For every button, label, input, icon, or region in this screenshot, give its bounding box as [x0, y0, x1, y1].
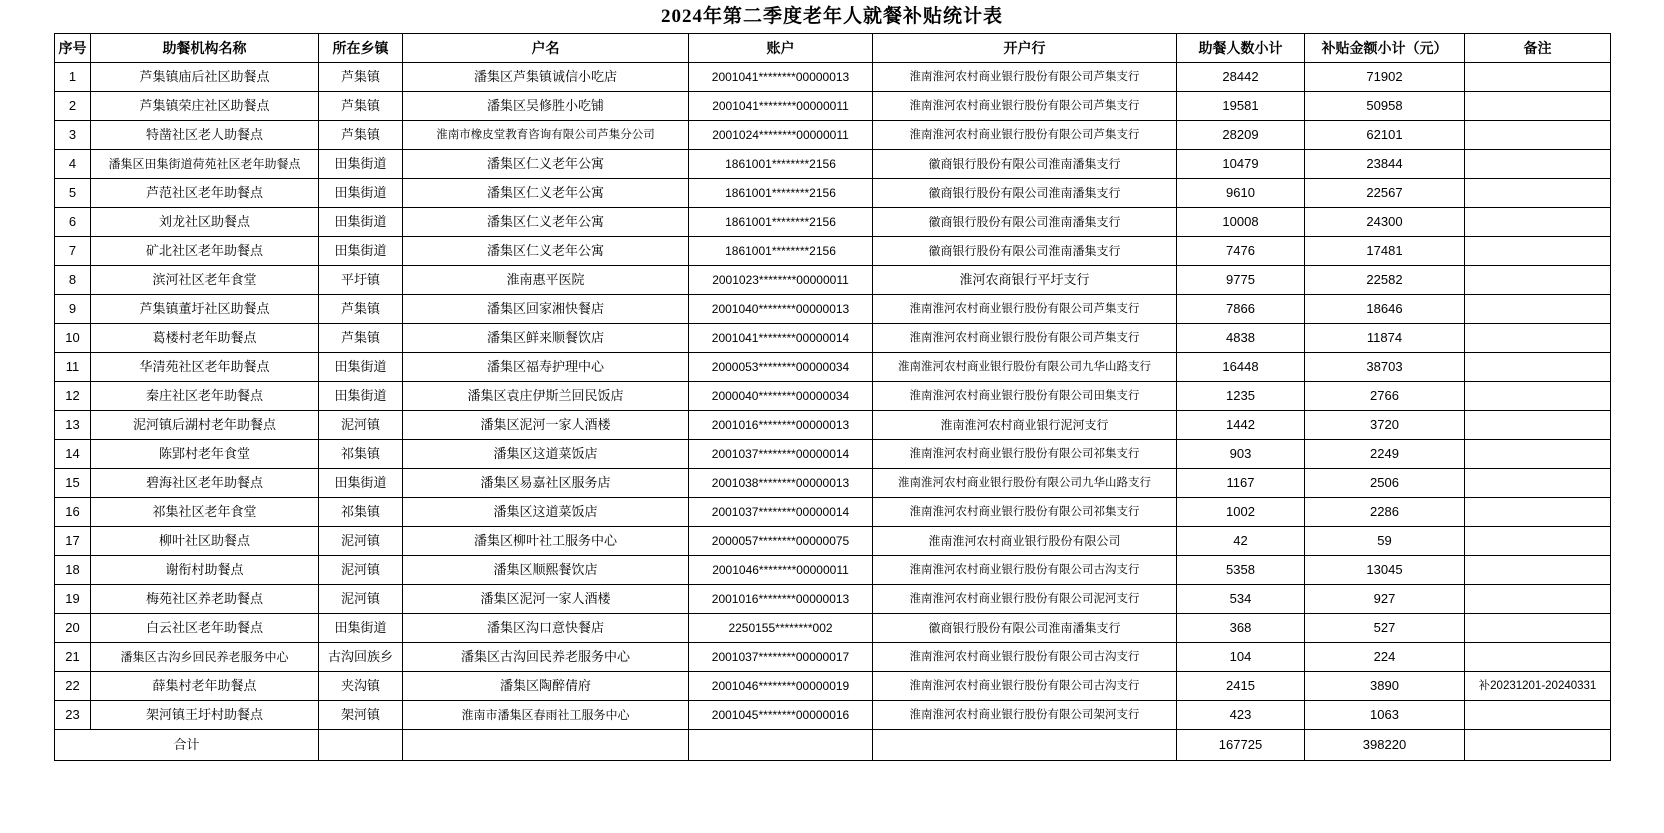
- cell-remarks: [1465, 642, 1611, 671]
- cell-subsidy-amount: 1063: [1305, 700, 1465, 729]
- cell-account-number: 2250155********002: [689, 613, 873, 642]
- column-header-account-name: 户名: [403, 33, 689, 62]
- table-row: [55, 468, 1611, 497]
- cell-bank: 淮南淮河农村商业银行股份有限公司古沟支行: [873, 555, 1177, 584]
- column-header-people-count: 助餐人数小计: [1177, 33, 1305, 62]
- cell-subsidy-amount: 224: [1305, 642, 1465, 671]
- cell-township: 田集街道: [319, 236, 403, 265]
- column-header-org-name: 助餐机构名称: [91, 33, 319, 62]
- cell-subsidy-amount: 2506: [1305, 468, 1465, 497]
- cell-account-number: 2001016********00000013: [689, 410, 873, 439]
- cell-remarks: [1465, 207, 1611, 236]
- cell-index: 18: [55, 555, 91, 584]
- cell-index: 22: [55, 671, 91, 700]
- cell-account-name: 潘集区顺熙餐饮店: [403, 555, 689, 584]
- cell-subsidy-amount: 17481: [1305, 236, 1465, 265]
- cell-index: 8: [55, 265, 91, 294]
- cell-index: 11: [55, 352, 91, 381]
- cell-account-name: 潘集区福寿护理中心: [403, 352, 689, 381]
- cell-index: 21: [55, 642, 91, 671]
- cell-org-name: 滨河社区老年食堂: [91, 265, 319, 294]
- cell-total-township: [319, 729, 403, 760]
- cell-township: 芦集镇: [319, 62, 403, 91]
- cell-township: 祁集镇: [319, 497, 403, 526]
- cell-township: 芦集镇: [319, 91, 403, 120]
- cell-subsidy-amount: 13045: [1305, 555, 1465, 584]
- cell-bank: 淮南淮河农村商业银行泥河支行: [873, 410, 1177, 439]
- cell-index: 17: [55, 526, 91, 555]
- cell-account-number: 1861001********2156: [689, 207, 873, 236]
- table-row: [55, 352, 1611, 381]
- cell-account-name: 潘集区泥河一家人酒楼: [403, 410, 689, 439]
- cell-account-number: 2001038********00000013: [689, 468, 873, 497]
- cell-org-name: 梅苑社区养老助餐点: [91, 584, 319, 613]
- cell-remarks: [1465, 294, 1611, 323]
- cell-bank: 徽商银行股份有限公司淮南潘集支行: [873, 236, 1177, 265]
- cell-bank: 淮南淮河农村商业银行股份有限公司古沟支行: [873, 671, 1177, 700]
- cell-index: 3: [55, 120, 91, 149]
- cell-index: 4: [55, 149, 91, 178]
- cell-people-count: 104: [1177, 642, 1305, 671]
- table-row: [55, 62, 1611, 91]
- cell-remarks: [1465, 439, 1611, 468]
- cell-account-number: 2001041********00000014: [689, 323, 873, 352]
- cell-township: 田集街道: [319, 149, 403, 178]
- cell-subsidy-amount: 50958: [1305, 91, 1465, 120]
- cell-total-bank: [873, 729, 1177, 760]
- cell-people-count: 4838: [1177, 323, 1305, 352]
- cell-account-number: 2000040********00000034: [689, 381, 873, 410]
- cell-people-count: 7866: [1177, 294, 1305, 323]
- table-row: [55, 178, 1611, 207]
- cell-township: 芦集镇: [319, 120, 403, 149]
- cell-account-name: 潘集区吴修胜小吃铺: [403, 91, 689, 120]
- cell-township: 田集街道: [319, 352, 403, 381]
- cell-account-number: 2001023********00000011: [689, 265, 873, 294]
- cell-account-name: 潘集区仁义老年公寓: [403, 149, 689, 178]
- cell-subsidy-amount: 22582: [1305, 265, 1465, 294]
- cell-account-name: 潘集区鲜来顺餐饮店: [403, 323, 689, 352]
- cell-bank: 淮河农商银行平圩支行: [873, 265, 1177, 294]
- cell-bank: 徽商银行股份有限公司淮南潘集支行: [873, 149, 1177, 178]
- cell-bank: 徽商银行股份有限公司淮南潘集支行: [873, 207, 1177, 236]
- cell-subsidy-amount: 3720: [1305, 410, 1465, 439]
- cell-bank: 淮南淮河农村商业银行股份有限公司古沟支行: [873, 642, 1177, 671]
- cell-account-number: 2001037********00000014: [689, 439, 873, 468]
- column-header-index: 序号: [55, 33, 91, 62]
- cell-total-remarks: [1465, 729, 1611, 760]
- cell-people-count: 10008: [1177, 207, 1305, 236]
- cell-remarks: [1465, 381, 1611, 410]
- cell-bank: 淮南淮河农村商业银行股份有限公司祁集支行: [873, 439, 1177, 468]
- table-header: [55, 33, 1611, 62]
- cell-remarks: [1465, 555, 1611, 584]
- cell-township: 田集街道: [319, 468, 403, 497]
- cell-index: 23: [55, 700, 91, 729]
- cell-org-name: 潘集区古沟乡回民养老服务中心: [91, 642, 319, 671]
- cell-account-name: 潘集区陶醉倩府: [403, 671, 689, 700]
- cell-account-name: 潘集区仁义老年公寓: [403, 236, 689, 265]
- cell-people-count: 1442: [1177, 410, 1305, 439]
- cell-subsidy-amount: 59: [1305, 526, 1465, 555]
- cell-people-count: 903: [1177, 439, 1305, 468]
- cell-bank: 淮南淮河农村商业银行股份有限公司田集支行: [873, 381, 1177, 410]
- cell-org-name: 柳叶社区助餐点: [91, 526, 319, 555]
- cell-index: 14: [55, 439, 91, 468]
- cell-account-number: 1861001********2156: [689, 236, 873, 265]
- cell-index: 6: [55, 207, 91, 236]
- table-row: [55, 439, 1611, 468]
- table-row: [55, 410, 1611, 439]
- cell-index: 19: [55, 584, 91, 613]
- cell-account-name: 潘集区芦集镇诚信小吃店: [403, 62, 689, 91]
- cell-people-count: 5358: [1177, 555, 1305, 584]
- cell-org-name: 特凿社区老人助餐点: [91, 120, 319, 149]
- cell-remarks: [1465, 584, 1611, 613]
- cell-remarks: [1465, 352, 1611, 381]
- cell-index: 13: [55, 410, 91, 439]
- cell-subsidy-amount: 3890: [1305, 671, 1465, 700]
- cell-township: 古沟回族乡: [319, 642, 403, 671]
- cell-township: 架河镇: [319, 700, 403, 729]
- cell-remarks: [1465, 410, 1611, 439]
- cell-account-name: 淮南惠平医院: [403, 265, 689, 294]
- cell-people-count: 1235: [1177, 381, 1305, 410]
- cell-subsidy-amount: 11874: [1305, 323, 1465, 352]
- table-row: [55, 526, 1611, 555]
- cell-account-name: 潘集区这道菜饭店: [403, 497, 689, 526]
- column-header-subsidy-amount: 补贴金额小计（元）: [1305, 33, 1465, 62]
- cell-org-name: 秦庄社区老年助餐点: [91, 381, 319, 410]
- subsidy-statistics-table: [54, 33, 1611, 761]
- cell-bank: 淮南淮河农村商业银行股份有限公司芦集支行: [873, 323, 1177, 352]
- column-header-bank: 开户行: [873, 33, 1177, 62]
- cell-org-name: 谢衔村助餐点: [91, 555, 319, 584]
- cell-bank: 徽商银行股份有限公司淮南潘集支行: [873, 613, 1177, 642]
- table-row: [55, 497, 1611, 526]
- cell-account-number: 2001041********00000011: [689, 91, 873, 120]
- cell-people-count: 28209: [1177, 120, 1305, 149]
- table-row: [55, 149, 1611, 178]
- cell-remarks: [1465, 265, 1611, 294]
- cell-township: 芦集镇: [319, 294, 403, 323]
- page-title: 2024年第二季度老年人就餐补贴统计表: [660, 6, 1003, 27]
- cell-account-number: 1861001********2156: [689, 178, 873, 207]
- cell-org-name: 祁集社区老年食堂: [91, 497, 319, 526]
- cell-bank: 淮南淮河农村商业银行股份有限公司九华山路支行: [873, 352, 1177, 381]
- cell-account-name: 潘集区易嘉社区服务店: [403, 468, 689, 497]
- cell-remarks: [1465, 323, 1611, 352]
- cell-account-number: 2001037********00000017: [689, 642, 873, 671]
- cell-org-name: 潘集区田集街道荷苑社区老年助餐点: [91, 149, 319, 178]
- cell-people-count: 42: [1177, 526, 1305, 555]
- cell-remarks: 补20231201-20240331: [1465, 671, 1611, 700]
- cell-account-name: 潘集区袁庄伊斯兰回民饭店: [403, 381, 689, 410]
- cell-township: 芦集镇: [319, 323, 403, 352]
- cell-account-name: 潘集区这道菜饭店: [403, 439, 689, 468]
- cell-org-name: 白云社区老年助餐点: [91, 613, 319, 642]
- cell-index: 5: [55, 178, 91, 207]
- cell-account-number: 1861001********2156: [689, 149, 873, 178]
- cell-index: 20: [55, 613, 91, 642]
- cell-subsidy-amount: 71902: [1305, 62, 1465, 91]
- cell-account-name: 潘集区古沟回民养老服务中心: [403, 642, 689, 671]
- cell-bank: 淮南淮河农村商业银行股份有限公司架河支行: [873, 700, 1177, 729]
- cell-org-name: 泥河镇后湖村老年助餐点: [91, 410, 319, 439]
- cell-total-people-count: 167725: [1177, 729, 1305, 760]
- document-page: [54, 0, 1610, 761]
- cell-bank: 淮南淮河农村商业银行股份有限公司芦集支行: [873, 294, 1177, 323]
- cell-township: 泥河镇: [319, 410, 403, 439]
- cell-account-number: 2001046********00000019: [689, 671, 873, 700]
- cell-account-number: 2001040********00000013: [689, 294, 873, 323]
- cell-subsidy-amount: 527: [1305, 613, 1465, 642]
- cell-subsidy-amount: 38703: [1305, 352, 1465, 381]
- cell-township: 田集街道: [319, 381, 403, 410]
- cell-people-count: 9610: [1177, 178, 1305, 207]
- cell-township: 泥河镇: [319, 526, 403, 555]
- cell-bank: 淮南淮河农村商业银行股份有限公司泥河支行: [873, 584, 1177, 613]
- cell-remarks: [1465, 62, 1611, 91]
- cell-org-name: 芦集镇董圩社区助餐点: [91, 294, 319, 323]
- cell-org-name: 芦范社区老年助餐点: [91, 178, 319, 207]
- cell-account-name: 潘集区柳叶社工服务中心: [403, 526, 689, 555]
- cell-account-number: 2001041********00000013: [689, 62, 873, 91]
- cell-subsidy-amount: 62101: [1305, 120, 1465, 149]
- cell-people-count: 10479: [1177, 149, 1305, 178]
- cell-account-name: 淮南市潘集区春雨社工服务中心: [403, 700, 689, 729]
- column-header-township: 所在乡镇: [319, 33, 403, 62]
- cell-people-count: 16448: [1177, 352, 1305, 381]
- cell-bank: 徽商银行股份有限公司淮南潘集支行: [873, 178, 1177, 207]
- table-total-row: [55, 729, 1611, 760]
- cell-index: 9: [55, 294, 91, 323]
- cell-subsidy-amount: 2766: [1305, 381, 1465, 410]
- cell-total-subsidy-amount: 398220: [1305, 729, 1465, 760]
- cell-people-count: 1002: [1177, 497, 1305, 526]
- cell-org-name: 葛楼村老年助餐点: [91, 323, 319, 352]
- cell-bank: 淮南淮河农村商业银行股份有限公司芦集支行: [873, 120, 1177, 149]
- cell-subsidy-amount: 24300: [1305, 207, 1465, 236]
- cell-remarks: [1465, 468, 1611, 497]
- cell-township: 泥河镇: [319, 584, 403, 613]
- cell-township: 田集街道: [319, 178, 403, 207]
- cell-subsidy-amount: 927: [1305, 584, 1465, 613]
- cell-account-name: 潘集区仁义老年公寓: [403, 178, 689, 207]
- cell-org-name: 碧海社区老年助餐点: [91, 468, 319, 497]
- header-row: [55, 33, 1611, 62]
- table-row: [55, 207, 1611, 236]
- cell-total-account-number: [689, 729, 873, 760]
- cell-org-name: 陈郢村老年食堂: [91, 439, 319, 468]
- cell-org-name: 矿北社区老年助餐点: [91, 236, 319, 265]
- cell-bank: 淮南淮河农村商业银行股份有限公司芦集支行: [873, 62, 1177, 91]
- table-row: [55, 120, 1611, 149]
- cell-people-count: 9775: [1177, 265, 1305, 294]
- cell-account-name: 潘集区仁义老年公寓: [403, 207, 689, 236]
- cell-people-count: 534: [1177, 584, 1305, 613]
- cell-people-count: 19581: [1177, 91, 1305, 120]
- column-header-account-number: 账户: [689, 33, 873, 62]
- cell-account-number: 2000057********00000075: [689, 526, 873, 555]
- table-row: [55, 323, 1611, 352]
- cell-bank: 淮南淮河农村商业银行股份有限公司芦集支行: [873, 91, 1177, 120]
- table-row: [55, 613, 1611, 642]
- table-row: [55, 265, 1611, 294]
- table-row: [55, 642, 1611, 671]
- cell-org-name: 刘龙社区助餐点: [91, 207, 319, 236]
- cell-remarks: [1465, 91, 1611, 120]
- cell-subsidy-amount: 22567: [1305, 178, 1465, 207]
- table-row: [55, 236, 1611, 265]
- cell-bank: 淮南淮河农村商业银行股份有限公司祁集支行: [873, 497, 1177, 526]
- cell-account-name: 潘集区回家湘快餐店: [403, 294, 689, 323]
- cell-subsidy-amount: 23844: [1305, 149, 1465, 178]
- cell-bank: 淮南淮河农村商业银行股份有限公司九华山路支行: [873, 468, 1177, 497]
- cell-account-number: 2001037********00000014: [689, 497, 873, 526]
- cell-people-count: 423: [1177, 700, 1305, 729]
- cell-remarks: [1465, 700, 1611, 729]
- cell-remarks: [1465, 120, 1611, 149]
- cell-people-count: 1167: [1177, 468, 1305, 497]
- cell-township: 田集街道: [319, 207, 403, 236]
- cell-township: 祁集镇: [319, 439, 403, 468]
- cell-org-name: 芦集镇荣庄社区助餐点: [91, 91, 319, 120]
- cell-township: 夹沟镇: [319, 671, 403, 700]
- table-row: [55, 555, 1611, 584]
- cell-remarks: [1465, 613, 1611, 642]
- cell-org-name: 薛集村老年助餐点: [91, 671, 319, 700]
- cell-account-number: 2001024********00000011: [689, 120, 873, 149]
- cell-township: 平圩镇: [319, 265, 403, 294]
- cell-remarks: [1465, 149, 1611, 178]
- table-row: [55, 294, 1611, 323]
- table-row: [55, 584, 1611, 613]
- cell-account-number: 2001046********00000011: [689, 555, 873, 584]
- cell-org-name: 芦集镇庙后社区助餐点: [91, 62, 319, 91]
- cell-bank: 淮南淮河农村商业银行股份有限公司: [873, 526, 1177, 555]
- cell-remarks: [1465, 497, 1611, 526]
- column-header-remarks: 备注: [1465, 33, 1611, 62]
- cell-index: 2: [55, 91, 91, 120]
- cell-account-name: 潘集区泥河一家人酒楼: [403, 584, 689, 613]
- cell-index: 15: [55, 468, 91, 497]
- cell-account-number: 2000053********00000034: [689, 352, 873, 381]
- cell-account-name: 淮南市橡皮堂教育咨询有限公司芦集分公司: [403, 120, 689, 149]
- cell-total-label: 合计: [55, 729, 319, 760]
- table-body: [55, 62, 1611, 760]
- cell-people-count: 7476: [1177, 236, 1305, 265]
- cell-people-count: 28442: [1177, 62, 1305, 91]
- cell-township: 田集街道: [319, 613, 403, 642]
- table-row: [55, 700, 1611, 729]
- cell-index: 16: [55, 497, 91, 526]
- cell-remarks: [1465, 526, 1611, 555]
- cell-township: 泥河镇: [319, 555, 403, 584]
- cell-remarks: [1465, 236, 1611, 265]
- cell-index: 12: [55, 381, 91, 410]
- cell-total-account-name: [403, 729, 689, 760]
- cell-subsidy-amount: 2249: [1305, 439, 1465, 468]
- table-row: [55, 91, 1611, 120]
- cell-subsidy-amount: 2286: [1305, 497, 1465, 526]
- cell-index: 7: [55, 236, 91, 265]
- cell-org-name: 架河镇王圩村助餐点: [91, 700, 319, 729]
- cell-index: 10: [55, 323, 91, 352]
- table-row: [55, 381, 1611, 410]
- cell-remarks: [1465, 178, 1611, 207]
- cell-account-number: 2001045********00000016: [689, 700, 873, 729]
- cell-index: 1: [55, 62, 91, 91]
- table-row: [55, 671, 1611, 700]
- cell-org-name: 华清苑社区老年助餐点: [91, 352, 319, 381]
- cell-people-count: 368: [1177, 613, 1305, 642]
- cell-people-count: 2415: [1177, 671, 1305, 700]
- cell-account-number: 2001016********00000013: [689, 584, 873, 613]
- cell-account-name: 潘集区沟口意快餐店: [403, 613, 689, 642]
- cell-subsidy-amount: 18646: [1305, 294, 1465, 323]
